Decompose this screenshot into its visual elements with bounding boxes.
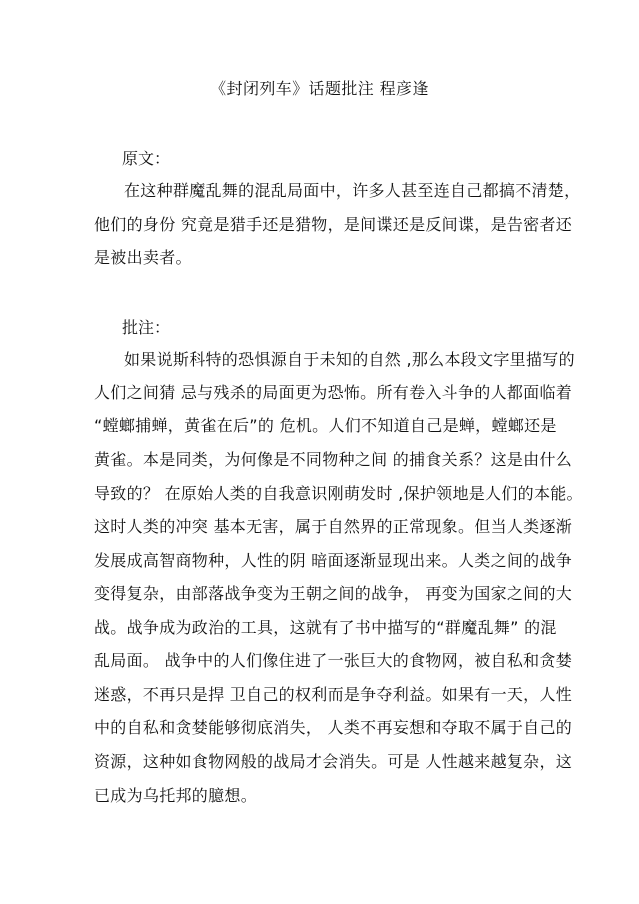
annotation-line: 发展成高智商物种，人性的阴 暗面逐渐显现出来。人类之间的战争 bbox=[94, 551, 573, 570]
original-text-line: 他们的身份 究竟是猎手还是猎物，是间谍还是反间谍，是告密者还 bbox=[94, 215, 573, 234]
annotation-line: 变得复杂，由部落战争变为王朝之间的战争， 再变为国家之间的大 bbox=[94, 584, 573, 603]
annotation-line: “螳螂捕蝉，黄雀在后”的 危机。人们不知道自己是蝉，螳螂还是 bbox=[94, 416, 557, 435]
annotation-line: 这时人类的冲突 基本无害，属于自然界的正常现象。但当人类逐渐 bbox=[94, 517, 573, 536]
original-text-line: 是被出卖者。 bbox=[94, 248, 192, 267]
annotation-line: 资源，这种如食物网般的战局才会消失。可是 人性越来越复杂，这 bbox=[94, 752, 573, 771]
page-title: 《封闭列车》话题批注 程彦逢 bbox=[210, 79, 429, 98]
annotation-line: 黄雀。本是同类，为何像是不同物种之间 的捕食关系？这是由什么 bbox=[94, 450, 573, 469]
annotation-line: 乱局面。 战争中的人们像住进了一张巨大的食物网，被自私和贪婪 bbox=[94, 651, 573, 670]
annotation-line: 已成为乌托邦的臆想。 bbox=[94, 786, 258, 805]
annotation-line: 中的自私和贪婪能够彻底消失， 人类不再妄想和夺取不属于自己的 bbox=[94, 718, 573, 737]
annotation-line: 导致的？ 在原始人类的自我意识刚萌发时 ,保护领地是人们的本能。 bbox=[94, 484, 583, 503]
annotation-line: 迷惑，不再只是捍 卫自己的权利而是争夺利益。如果有一天，人性 bbox=[94, 685, 573, 704]
annotation-line: 如果说斯科特的恐惧源自于未知的自然 ,那么本段文字里描写的 bbox=[124, 350, 575, 369]
annotation-line: 人们之间猜 忌与残杀的局面更为恐怖。所有卷入斗争的人都面临着 bbox=[94, 383, 573, 402]
annotation-line: 战。战争成为政治的工具，这就有了书中描写的“群魔乱舞” 的混 bbox=[94, 618, 557, 637]
original-text-line: 在这种群魔乱舞的混乱局面中，许多人甚至连自己都搞不清楚， bbox=[124, 181, 581, 200]
annotation-heading: 批注： bbox=[122, 318, 171, 337]
original-text-heading: 原文： bbox=[122, 149, 171, 168]
